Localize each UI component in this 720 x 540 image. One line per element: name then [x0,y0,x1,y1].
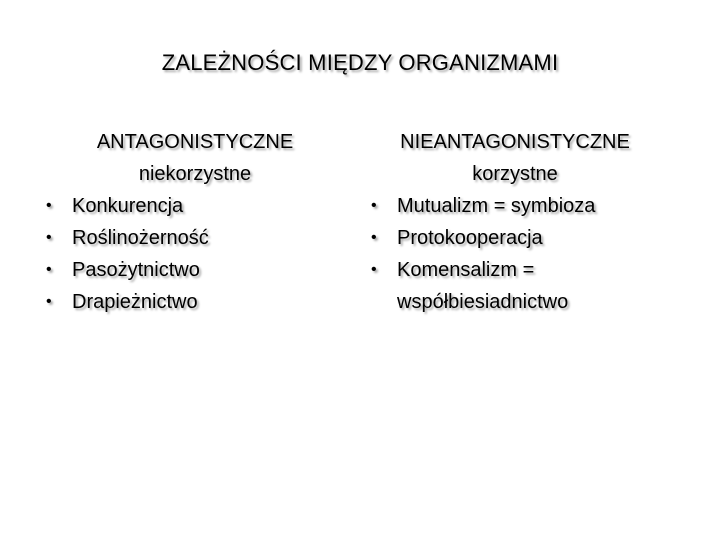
non-antagonistic-list [365,190,685,318]
list-item [40,190,340,222]
bullet-icon: • [371,261,377,278]
list-item-label: Komensalizm = [397,259,535,281]
non-antagonistic-subheading: korzystne [472,163,558,185]
bullet-icon: • [46,261,52,278]
bullet-icon: • [46,229,52,246]
antagonistic-column [40,126,340,318]
list-item-label: Protokooperacja [397,227,543,249]
slide-title: ZALEŻNOŚCI MIĘDZY ORGANIZMAMI [161,50,559,75]
list-item [365,254,685,318]
list-item [365,222,685,254]
list-item-label: Roślinożerność [72,227,209,249]
bullet-icon: • [46,293,52,310]
antagonistic-subheading: niekorzystne [138,163,252,185]
list-item [40,286,340,318]
antagonistic-heading: ANTAGONISTYCZNE [96,131,294,153]
non-antagonistic-heading: NIEANTAGONISTYCZNE [400,131,630,153]
list-item [365,190,685,222]
bullet-icon: • [371,229,377,246]
list-item-label: Mutualizm = symbioza [397,195,596,217]
list-item-label: Konkurencja [72,195,184,217]
list-item [40,254,340,286]
bullet-icon: • [46,197,52,214]
bullet-icon: • [371,197,377,214]
list-item [40,222,340,254]
list-item-label: Drapieżnictwo [72,291,198,313]
antagonistic-list [40,190,340,318]
non-antagonistic-column [365,126,685,318]
list-item-label: Pasożytnictwo [72,259,200,281]
list-item-continuation: współbiesiadnictwo [397,291,569,313]
